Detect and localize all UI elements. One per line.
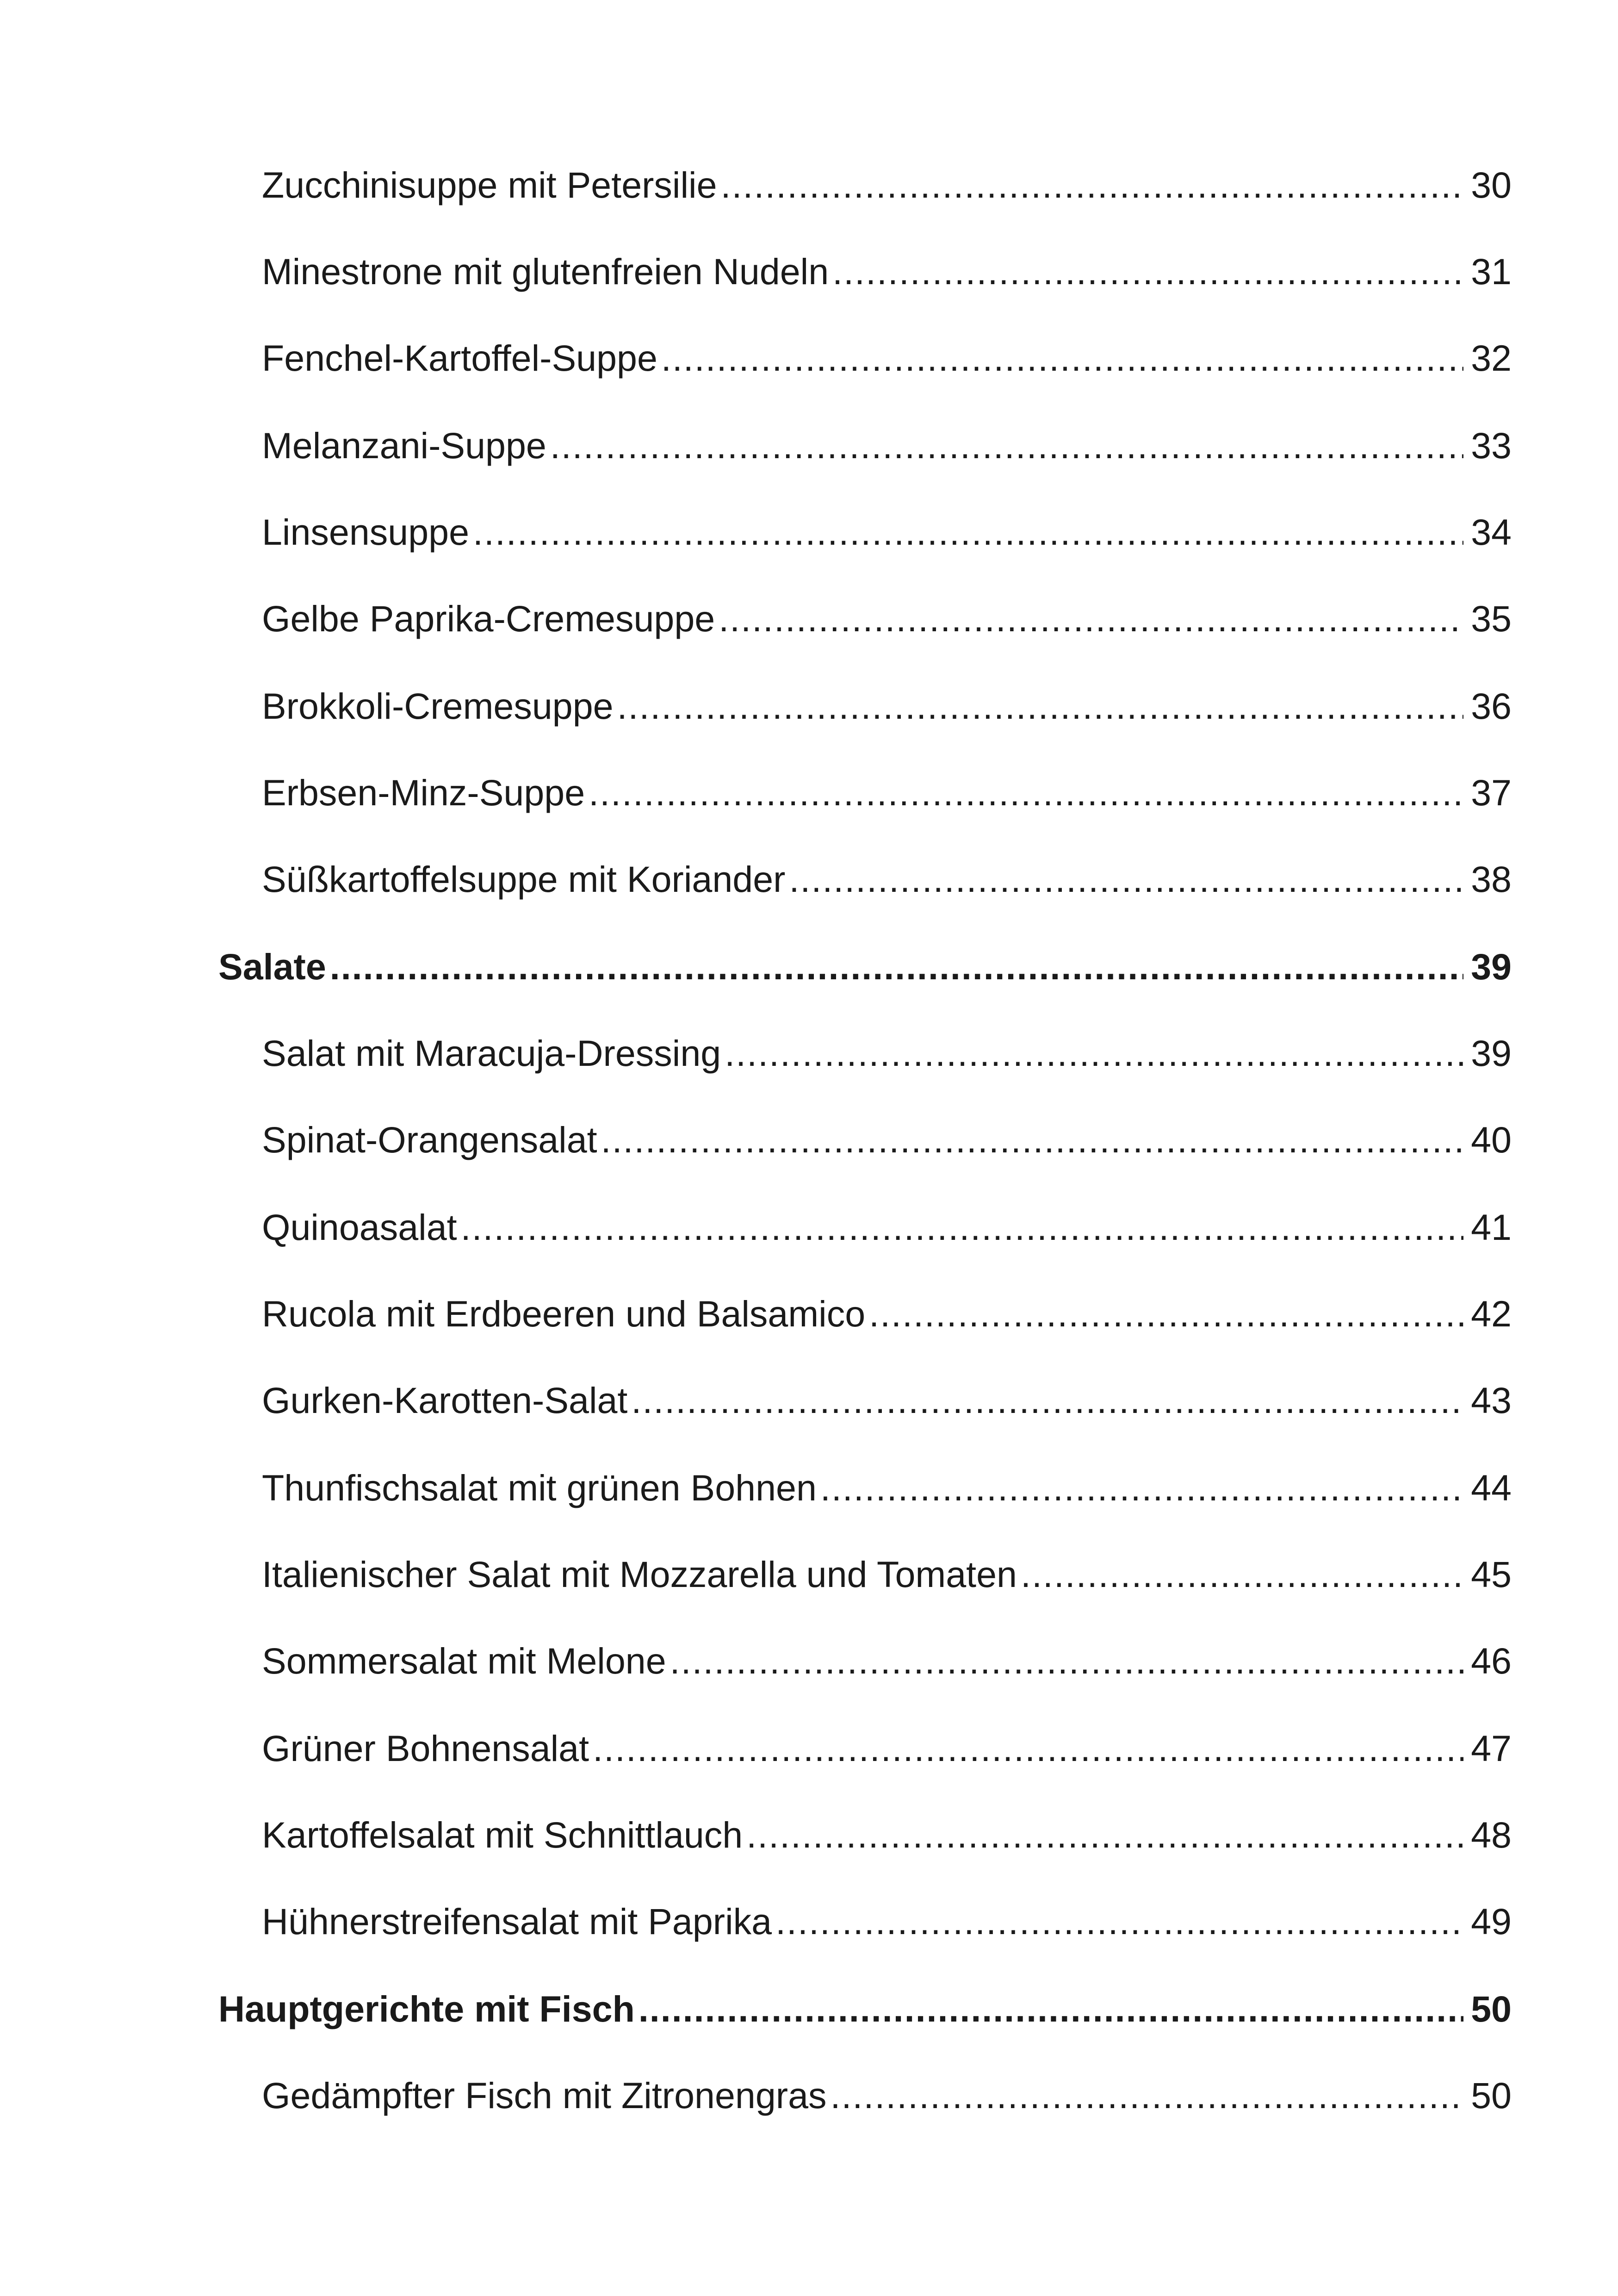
toc-entry[interactable] xyxy=(262,756,1512,816)
toc-entry-title: Süßkartoffelsuppe mit Koriander xyxy=(262,859,786,900)
toc-entry[interactable] xyxy=(262,842,1512,902)
dot-leader xyxy=(601,1117,1464,1163)
toc-entry-page: 42 xyxy=(1471,1293,1512,1334)
dot-leader xyxy=(661,335,1463,381)
toc-entry-page: 39 xyxy=(1471,1033,1512,1074)
toc-entry-page: 30 xyxy=(1471,164,1512,205)
toc-entry-page: 47 xyxy=(1471,1728,1512,1769)
toc-entry-page: 36 xyxy=(1471,685,1512,727)
toc-entry-title: Grüner Bohnensalat xyxy=(262,1728,589,1769)
toc-entry-title: Fenchel-Kartoffel-Suppe xyxy=(262,337,657,379)
toc-entry-page: 45 xyxy=(1471,1554,1512,1595)
toc-entry-title: Zucchinisuppe mit Petersilie xyxy=(262,164,717,205)
dot-leader xyxy=(330,944,1463,990)
toc-entry-page: 40 xyxy=(1471,1119,1512,1160)
toc-entry[interactable] xyxy=(262,148,1512,208)
toc-entry-title: Gedämpfter Fisch mit Zitronengras xyxy=(262,2075,827,2116)
toc-entry-title: Quinoasalat xyxy=(262,1207,457,1248)
dot-leader xyxy=(631,1377,1463,1424)
toc-entry[interactable] xyxy=(262,1885,1512,1945)
toc-chapter-title: Hauptgerichte mit Fisch xyxy=(218,1988,635,2029)
toc-entry-title: Gurken-Karotten-Salat xyxy=(262,1380,628,1421)
toc-entry-title: Brokkoli-Cremesuppe xyxy=(262,685,614,727)
toc-entry-title: Spinat-Orangensalat xyxy=(262,1119,597,1160)
toc-chapter[interactable] xyxy=(218,1972,1512,2032)
dot-leader xyxy=(473,509,1463,555)
toc-chapter-page: 50 xyxy=(1471,1988,1512,2029)
toc-entry-page: 34 xyxy=(1471,511,1512,553)
toc-entry-title: Rucola mit Erdbeeren und Balsamico xyxy=(262,1293,866,1334)
toc-entry-title: Melanzani-Suppe xyxy=(262,425,546,466)
toc-entry[interactable] xyxy=(262,1537,1512,1598)
toc-entry-page: 38 xyxy=(1471,859,1512,900)
toc-chapter-page: 39 xyxy=(1471,946,1512,987)
toc-entry-title: Erbsen-Minz-Suppe xyxy=(262,772,585,813)
toc-entry[interactable] xyxy=(262,495,1512,555)
toc-entry[interactable] xyxy=(262,1016,1512,1076)
dot-leader xyxy=(775,1898,1463,1945)
toc-entry[interactable] xyxy=(262,669,1512,729)
dot-leader xyxy=(820,1465,1463,1511)
toc-entry[interactable] xyxy=(262,1190,1512,1251)
toc-entry[interactable] xyxy=(262,1103,1512,1163)
toc-entry-title: Linsensuppe xyxy=(262,511,470,553)
dot-leader xyxy=(746,1812,1463,1858)
dot-leader xyxy=(670,1638,1463,1684)
toc-entry-title: Salat mit Maracuja-Dressing xyxy=(262,1033,721,1074)
dot-leader xyxy=(593,1725,1463,1772)
toc-entry-title: Sommersalat mit Melone xyxy=(262,1640,666,1681)
dot-leader xyxy=(1021,1551,1463,1598)
toc-entry[interactable] xyxy=(262,1798,1512,1858)
toc-entry-page: 32 xyxy=(1471,337,1512,379)
dot-leader xyxy=(789,856,1463,902)
toc-entry-page: 49 xyxy=(1471,1901,1512,1942)
toc-entry-title: Kartoffelsalat mit Schnittlauch xyxy=(262,1814,743,1855)
toc-entry[interactable] xyxy=(262,1363,1512,1424)
dot-leader xyxy=(831,2072,1464,2119)
toc-chapter[interactable] xyxy=(218,930,1512,990)
dot-leader xyxy=(589,770,1463,816)
toc-entry-title: Gelbe Paprika-Cremesuppe xyxy=(262,598,715,639)
toc-entry[interactable] xyxy=(262,1711,1512,1772)
toc-entry[interactable] xyxy=(262,321,1512,381)
toc-entry-page: 37 xyxy=(1471,772,1512,813)
toc-entry[interactable] xyxy=(262,1624,1512,1684)
toc-entry-title: Minestrone mit glutenfreien Nudeln xyxy=(262,251,829,292)
toc-entry-title: Thunfischsalat mit grünen Bohnen xyxy=(262,1467,817,1508)
dot-leader xyxy=(721,162,1464,208)
toc-entry-title: Hühnerstreifensalat mit Paprika xyxy=(262,1901,772,1942)
toc-entry-page: 44 xyxy=(1471,1467,1512,1508)
toc-entry-page: 48 xyxy=(1471,1814,1512,1855)
dot-leader xyxy=(461,1204,1464,1251)
dot-leader xyxy=(832,249,1463,295)
toc-entry[interactable] xyxy=(262,1277,1512,1337)
toc-entry-page: 41 xyxy=(1471,1207,1512,1248)
dot-leader xyxy=(639,1986,1463,2032)
toc-entry-page: 31 xyxy=(1471,251,1512,292)
dot-leader xyxy=(725,1030,1463,1076)
toc-entry-page: 33 xyxy=(1471,425,1512,466)
dot-leader xyxy=(869,1291,1463,1337)
toc-entry-page: 43 xyxy=(1471,1380,1512,1421)
toc-chapter-title: Salate xyxy=(218,946,326,987)
dot-leader xyxy=(617,683,1464,729)
dot-leader xyxy=(550,423,1463,469)
toc-entry[interactable] xyxy=(262,235,1512,295)
toc-entry[interactable] xyxy=(262,582,1512,642)
toc-entry[interactable] xyxy=(262,1451,1512,1511)
toc-entry[interactable] xyxy=(262,409,1512,469)
toc-entry-page: 46 xyxy=(1471,1640,1512,1681)
toc-entry[interactable] xyxy=(262,2059,1512,2119)
dot-leader xyxy=(719,596,1463,642)
toc-entry-title: Italienischer Salat mit Mozzarella und Tomaten xyxy=(262,1554,1017,1595)
toc-entry-page: 50 xyxy=(1471,2075,1512,2116)
toc-entry-page: 35 xyxy=(1471,598,1512,639)
